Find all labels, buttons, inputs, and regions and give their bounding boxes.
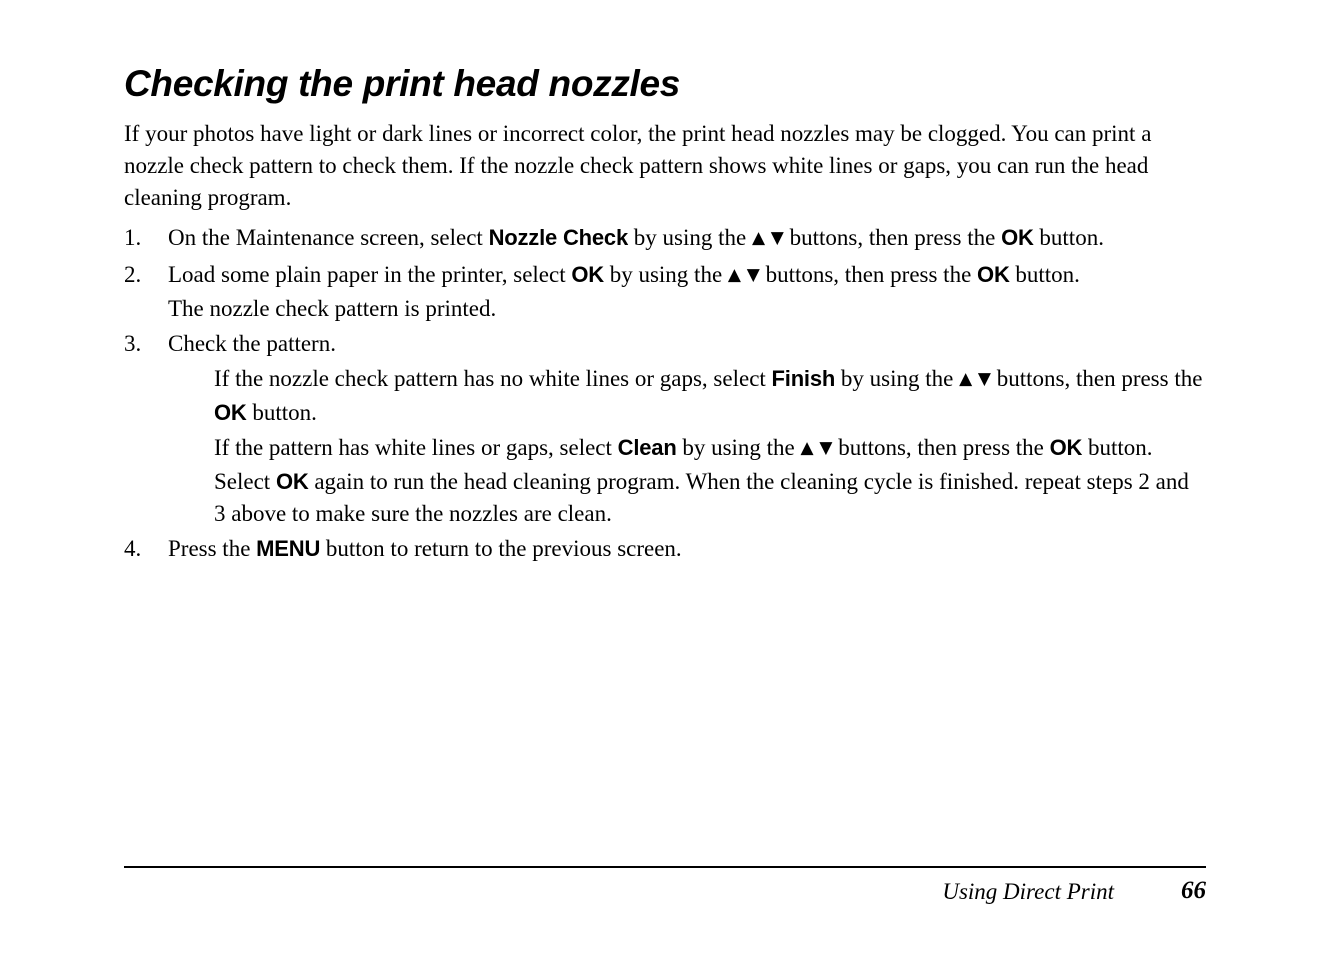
text-run: If the pattern has white lines or gaps, select [214, 435, 618, 460]
text-run: On the Maintenance screen, select [168, 225, 489, 250]
text-run: button. Select [214, 435, 1153, 494]
footer-section-title: Using Direct Print [942, 879, 1114, 904]
text-run: buttons, then press the [759, 262, 978, 287]
step-number: 1. [124, 225, 142, 250]
text-run: button. [246, 400, 317, 425]
step-result: The nozzle check pattern is printed. [168, 296, 497, 321]
keyword-menu: MENU [256, 536, 321, 561]
page-number: 66 [1181, 877, 1206, 904]
step-2 [124, 259, 1206, 325]
sub-step-no-gaps [214, 363, 1206, 429]
sub-step-has-gaps [214, 432, 1206, 530]
step-text [168, 259, 1206, 293]
step-number: 3. [124, 331, 142, 356]
footer-divider [124, 866, 1206, 868]
down-arrow-icon: ▼ [746, 265, 760, 285]
text-run: If the nozzle check pattern has no white lines or gaps, select [214, 366, 772, 391]
keyword-nozzle-check: Nozzle Check [488, 225, 628, 250]
up-arrow-icon: ▲ [800, 438, 814, 458]
page-title: Checking the print head nozzles [124, 63, 681, 104]
keyword-ok: OK [275, 469, 309, 494]
step-list [124, 222, 1206, 568]
text-run: buttons, then press the [832, 435, 1050, 460]
down-arrow-icon: ▼ [819, 438, 833, 458]
text-run: by using the [628, 225, 752, 250]
step-3 [124, 328, 1206, 530]
keyword-clean: Clean [617, 435, 677, 460]
step-text: Check the pattern. [168, 331, 336, 356]
text-run: by using the [676, 435, 801, 460]
text-run: by using the [603, 262, 728, 287]
keyword-ok: OK [214, 400, 247, 425]
text-run: button to return to the previous screen. [320, 536, 682, 561]
intro-paragraph: If your photos have light or dark lines or incorrect color, the print head nozzles may be clogged. You can print a nozzle check pattern to check them. If the nozzle check pattern shows white lines or gaps, you can run the head cleaning program. [124, 121, 1152, 210]
keyword-ok: OK [571, 262, 604, 287]
keyword-ok: OK [1001, 225, 1034, 250]
text-run: buttons, then press the [783, 225, 1002, 250]
text-run: by using the [835, 366, 960, 391]
keyword-ok: OK [1049, 435, 1083, 460]
step-4 [124, 533, 1206, 565]
step-text [168, 533, 1206, 565]
up-arrow-icon: ▲ [959, 369, 973, 389]
step-1 [124, 222, 1206, 256]
step-number: 4. [124, 536, 142, 561]
text-run: Load some plain paper in the printer, select [168, 262, 572, 287]
down-arrow-icon: ▼ [770, 228, 784, 248]
keyword-ok: OK [977, 262, 1010, 287]
text-run: again to run the head cleaning program. When the cleaning cycle is finished. repeat steps 2 and 3 above to make sure the nozzles are clean. [214, 469, 1189, 526]
down-arrow-icon: ▼ [977, 369, 991, 389]
up-arrow-icon: ▲ [751, 228, 766, 248]
text-run: Press the [168, 536, 257, 561]
text-run: button. [1033, 225, 1104, 250]
text-run: button. [1009, 262, 1080, 287]
up-arrow-icon: ▲ [727, 265, 741, 285]
keyword-finish: Finish [771, 366, 836, 391]
step-number: 2. [124, 262, 142, 287]
step-text [168, 222, 1206, 256]
text-run: buttons, then press the [990, 366, 1203, 391]
manual-page [124, 0, 1206, 954]
